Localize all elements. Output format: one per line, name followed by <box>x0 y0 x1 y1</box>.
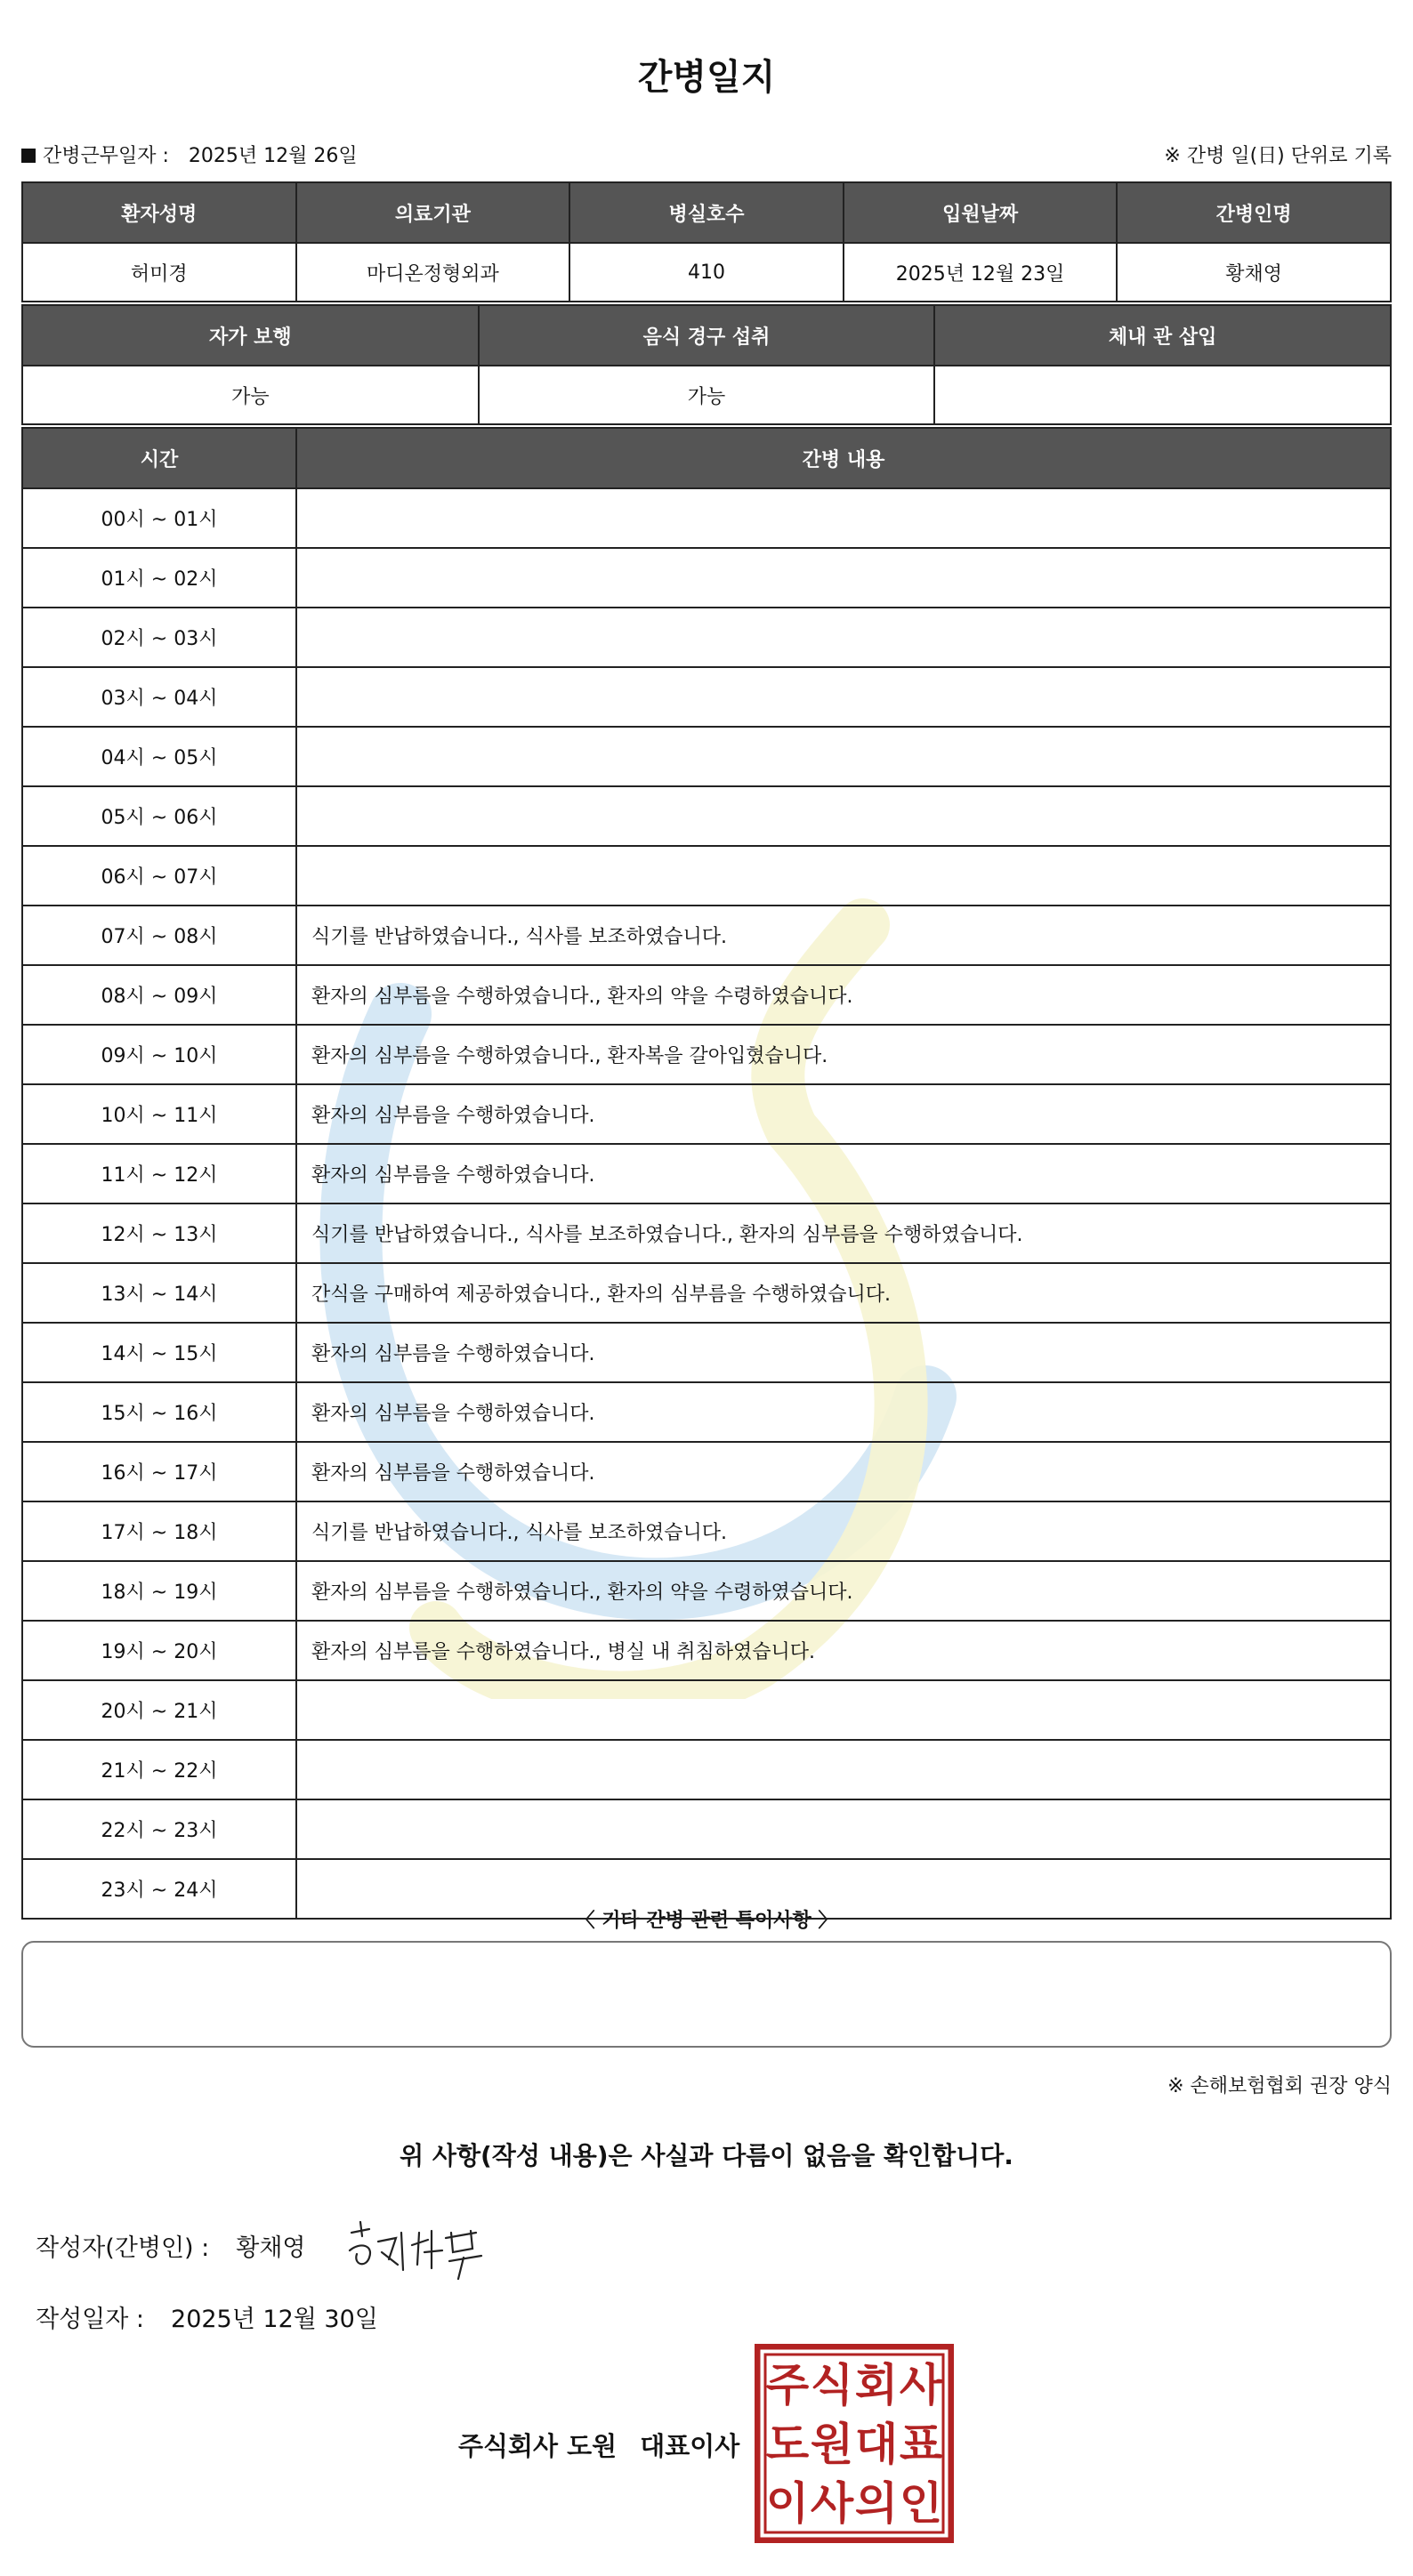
care-content: 환자의 심부름을 수행하였습니다. <box>296 1382 1391 1442</box>
time-slot: 08시 ~ 09시 <box>22 965 296 1025</box>
tube-insertion-value <box>934 366 1391 424</box>
written-date-value: 2025년 12월 30일 <box>171 2306 378 2333</box>
care-content <box>296 1859 1391 1919</box>
time-slot: 00시 ~ 01시 <box>22 488 296 548</box>
meta-row <box>21 141 1392 173</box>
table-row <box>22 366 1391 424</box>
table-row <box>22 786 1391 846</box>
time-slot: 05시 ~ 06시 <box>22 786 296 846</box>
header-room-number: 병실호수 <box>569 182 844 243</box>
seal-character: 사 <box>810 2477 854 2530</box>
header-hospital: 의료기관 <box>296 182 570 243</box>
time-slot: 12시 ~ 13시 <box>22 1203 296 1263</box>
time-slot: 21시 ~ 22시 <box>22 1740 296 1799</box>
seal-character: 표 <box>899 2419 943 2470</box>
care-content <box>296 1680 1391 1740</box>
seal-character: 주 <box>765 2359 810 2411</box>
time-slot: 11시 ~ 12시 <box>22 1144 296 1203</box>
time-slot: 03시 ~ 04시 <box>22 667 296 727</box>
care-content: 식기를 반납하였습니다., 식사를 보조하였습니다. <box>296 906 1391 965</box>
written-date-label: 작성일자 : <box>36 2306 145 2333</box>
time-slot: 06시 ~ 07시 <box>22 846 296 906</box>
time-slot: 14시 ~ 15시 <box>22 1323 296 1382</box>
seal-character: 사 <box>899 2359 943 2411</box>
seal-character: 이 <box>765 2477 810 2530</box>
table-row <box>22 965 1391 1025</box>
page-title: 간병일지 <box>637 57 776 98</box>
table-row <box>22 1561 1391 1621</box>
table-row <box>22 1442 1391 1501</box>
admission-date: 2025년 12월 23일 <box>844 243 1118 302</box>
ceo-title: 대표이사 <box>640 2431 740 2461</box>
form-note: ※ 손해보험협회 권장 양식 <box>1167 2075 1392 2097</box>
care-content: 환자의 심부름을 수행하였습니다., 환자의 약을 수령하였습니다. <box>296 1561 1391 1621</box>
header-patient-name: 환자성명 <box>22 182 296 243</box>
table-row <box>22 1501 1391 1561</box>
care-content: 환자의 심부름을 수행하였습니다., 환자의 약을 수령하였습니다. <box>296 965 1391 1025</box>
care-content: 환자의 심부름을 수행하였습니다., 환자복을 갈아입혔습니다. <box>296 1025 1391 1084</box>
table-row <box>22 1144 1391 1203</box>
table-row <box>22 727 1391 786</box>
seal-character: 원 <box>810 2419 854 2470</box>
time-slot: 20시 ~ 21시 <box>22 1680 296 1740</box>
header-time: 시간 <box>22 428 296 488</box>
written-date-line <box>36 2299 378 2334</box>
room-number: 410 <box>569 243 844 302</box>
care-content <box>296 667 1391 727</box>
time-slot: 09시 ~ 10시 <box>22 1025 296 1084</box>
time-slot: 04시 ~ 05시 <box>22 727 296 786</box>
table-header-row <box>22 428 1391 488</box>
header-oral-intake: 음식 경구 섭취 <box>479 305 935 366</box>
table-row <box>22 667 1391 727</box>
company-line <box>458 2427 739 2463</box>
seal-character: 식 <box>810 2359 854 2411</box>
table-row <box>22 548 1391 608</box>
table-row <box>22 1203 1391 1263</box>
care-content: 환자의 심부름을 수행하였습니다. <box>296 1323 1391 1382</box>
seal-character: 도 <box>765 2419 810 2470</box>
care-content: 환자의 심부름을 수행하였습니다. <box>296 1144 1391 1203</box>
care-content: 간식을 구매하여 제공하였습니다., 환자의 심부름을 수행하였습니다. <box>296 1263 1391 1323</box>
table-row <box>22 1859 1391 1919</box>
seal-character: 의 <box>854 2477 899 2530</box>
care-log-body <box>22 488 1391 1919</box>
patient-info-table <box>21 181 1392 302</box>
time-slot: 22시 ~ 23시 <box>22 1799 296 1859</box>
care-content: 환자의 심부름을 수행하였습니다., 병실 내 취침하였습니다. <box>296 1621 1391 1680</box>
table-row <box>22 906 1391 965</box>
table-row <box>22 1740 1391 1799</box>
table-row <box>22 1025 1391 1084</box>
care-content <box>296 727 1391 786</box>
time-slot: 16시 ~ 17시 <box>22 1442 296 1501</box>
care-date-label: 간병근무일자 : <box>43 145 169 167</box>
table-row <box>22 1323 1391 1382</box>
time-slot: 17시 ~ 18시 <box>22 1501 296 1561</box>
table-row <box>22 608 1391 667</box>
seal-character: 회 <box>854 2359 899 2411</box>
company-name: 주식회사 도원 <box>458 2431 618 2461</box>
writer-name: 황채영 <box>236 2234 306 2262</box>
hospital: 마디온정형외과 <box>296 243 570 302</box>
time-slot: 13시 ~ 14시 <box>22 1263 296 1323</box>
header-caregiver-name: 간병인명 <box>1117 182 1391 243</box>
handwritten-signature <box>343 2206 494 2286</box>
header-self-walking: 자가 보행 <box>22 305 479 366</box>
confirmation-statement: 위 사항(작성 내용)은 사실과 다름이 없음을 확인합니다. <box>400 2141 1013 2170</box>
header-care-content: 간병 내용 <box>296 428 1391 488</box>
oral-intake-value: 가능 <box>479 366 935 424</box>
care-content <box>296 608 1391 667</box>
care-content: 식기를 반납하였습니다., 식사를 보조하였습니다. <box>296 1501 1391 1561</box>
table-row <box>22 1799 1391 1859</box>
care-content <box>296 1740 1391 1799</box>
care-content <box>296 846 1391 906</box>
table-row <box>22 1680 1391 1740</box>
company-seal <box>755 2344 954 2543</box>
seal-character: 대 <box>854 2419 899 2470</box>
header-admission-date: 입원날짜 <box>844 182 1118 243</box>
patient-name: 허미경 <box>22 243 296 302</box>
table-row <box>22 1382 1391 1442</box>
remarks-title: 〈 기타 간병 관련 특이사항 〉 <box>575 1910 838 1932</box>
self-walking-value: 가능 <box>22 366 479 424</box>
care-date <box>21 141 358 168</box>
caregiver-name: 황채영 <box>1117 243 1391 302</box>
table-header-row <box>22 182 1391 243</box>
care-content <box>296 1799 1391 1859</box>
table-row <box>22 1621 1391 1680</box>
care-log-table <box>21 427 1392 1920</box>
table-row <box>22 1084 1391 1144</box>
table-header-row <box>22 305 1391 366</box>
header-tube-insertion: 체내 관 삽입 <box>934 305 1391 366</box>
care-content: 식기를 반납하였습니다., 식사를 보조하였습니다., 환자의 심부름을 수행하였습니다. <box>296 1203 1391 1263</box>
time-slot: 18시 ~ 19시 <box>22 1561 296 1621</box>
time-slot: 07시 ~ 08시 <box>22 906 296 965</box>
seal-character: 인 <box>899 2477 943 2530</box>
writer-label: 작성자(간병인) : <box>36 2234 210 2262</box>
seal-characters <box>766 2359 943 2529</box>
care-content <box>296 548 1391 608</box>
table-row <box>22 488 1391 548</box>
time-slot: 02시 ~ 03시 <box>22 608 296 667</box>
table-row <box>22 1263 1391 1323</box>
writer-line <box>36 2228 306 2263</box>
time-slot: 01시 ~ 02시 <box>22 548 296 608</box>
remarks-box <box>21 1941 1392 2048</box>
time-slot: 15시 ~ 16시 <box>22 1382 296 1442</box>
care-content: 환자의 심부름을 수행하였습니다. <box>296 1084 1391 1144</box>
patient-status-table <box>21 304 1392 425</box>
care-content: 환자의 심부름을 수행하였습니다. <box>296 1442 1391 1501</box>
care-content <box>296 786 1391 846</box>
record-note: ※ 간병 일(日) 단위로 기록 <box>1164 145 1392 167</box>
time-slot: 23시 ~ 24시 <box>22 1859 296 1919</box>
table-row <box>22 243 1391 302</box>
care-content <box>296 488 1391 548</box>
square-bullet-icon <box>21 149 36 163</box>
time-slot: 19시 ~ 20시 <box>22 1621 296 1680</box>
care-date-value: 2025년 12월 26일 <box>188 145 358 167</box>
time-slot: 10시 ~ 11시 <box>22 1084 296 1144</box>
table-row <box>22 846 1391 906</box>
